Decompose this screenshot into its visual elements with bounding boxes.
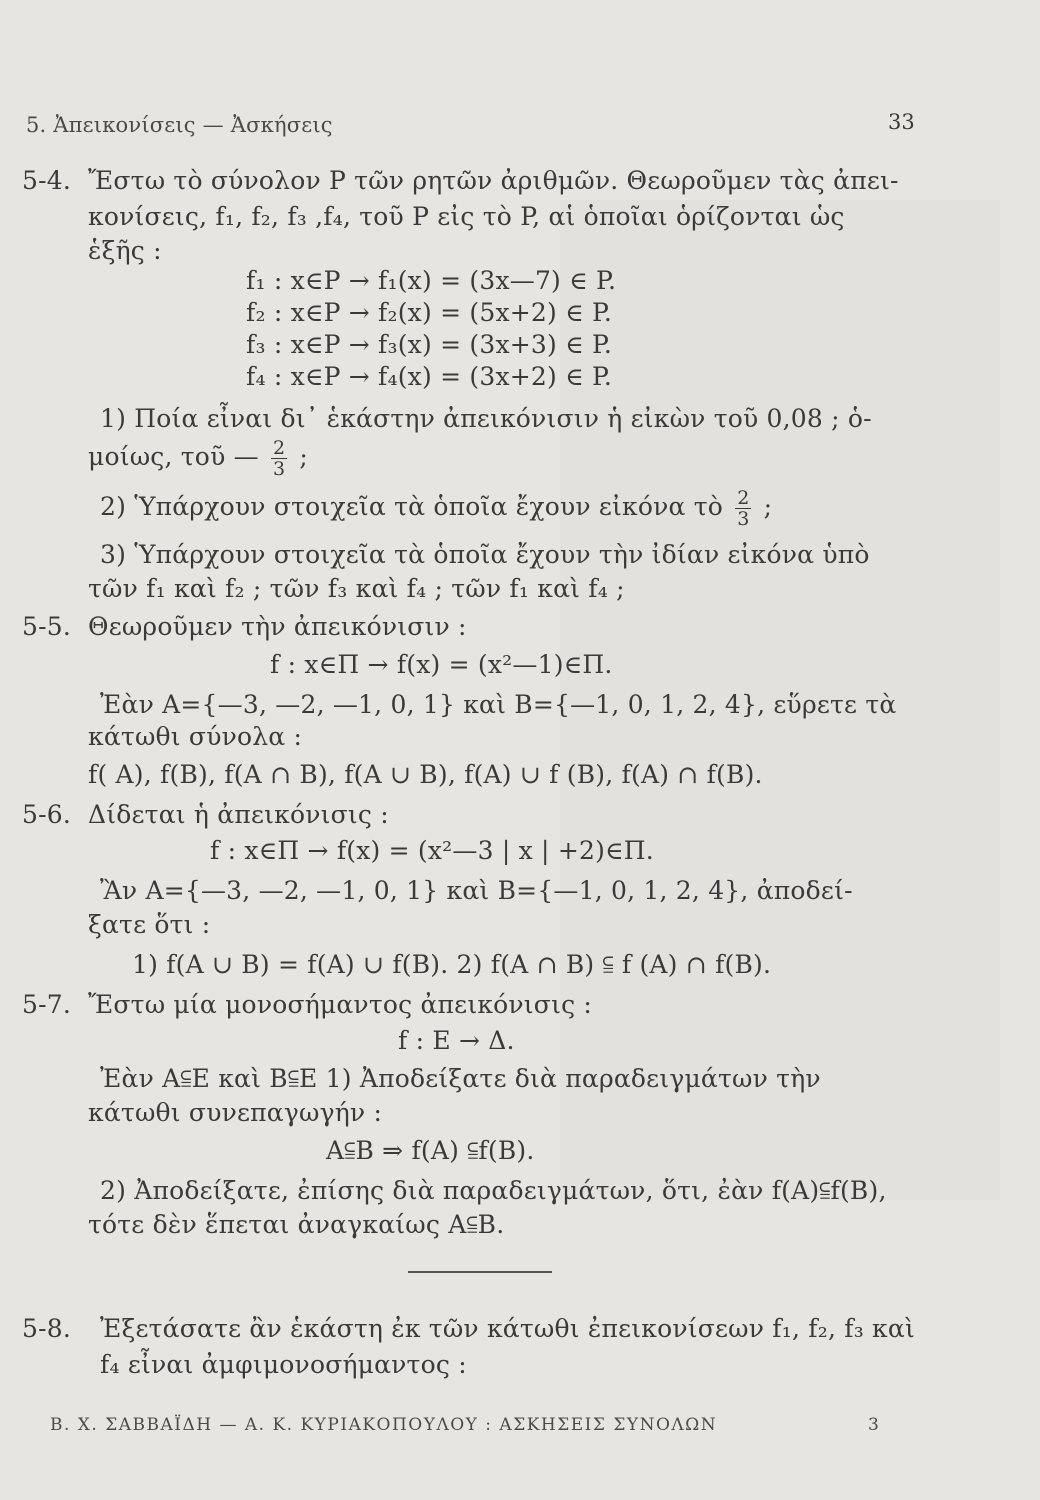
exercise-5-5-number: 5-5. bbox=[22, 612, 72, 641]
mapping-f4: f₄ : x∈P → f₄(x) = (3x+2) ∈ P. bbox=[246, 362, 613, 391]
exercise-5-6-line1: Δίδεται ἡ ἀπεικόνισις : bbox=[88, 800, 389, 829]
exercise-5-5-mapping: f : x∈Π → f(x) = (x²—1)∈Π. bbox=[270, 650, 613, 679]
exercise-5-6-line2: Ἂν A={—3, —2, —1, 0, 1} καὶ B={—1, 0, 1, 2, 4}, ἀποδεί- bbox=[100, 876, 853, 905]
question-1-line2 bbox=[88, 438, 308, 479]
section-divider bbox=[408, 1271, 552, 1273]
exercise-5-6-mapping: f : x∈Π → f(x) = (x²—3 | x | +2)∈Π. bbox=[210, 836, 654, 865]
question-1-end: ; bbox=[299, 442, 309, 471]
question-1-text: μοίως, τοῦ — bbox=[88, 442, 259, 471]
page-number: 33 bbox=[888, 110, 915, 134]
exercise-5-5-sets: f( A), f(B), f(A ∩ B), f(A ∪ B), f(A) ∪ f (B), f(A) ∩ f(B). bbox=[88, 760, 763, 789]
exercise-5-8-line2: f₄ εἶναι ἀμφιμονοσήμαντος : bbox=[100, 1350, 467, 1379]
footer-authors: Β. Χ. ΣΑΒΒΑΪΔΗ — Α. Κ. ΚΥΡΙΑΚΟΠΟΥΛΟΥ : ΑΣΚΗΣΕΙΣ ΣΥΝΟΛΩΝ bbox=[50, 1415, 718, 1435]
exercise-5-7-line1: Ἔστω μία μονοσήμαντος ἀπεικόνισις : bbox=[88, 990, 593, 1019]
exercise-5-7-number: 5-7. bbox=[22, 990, 72, 1019]
question-2-text: 2) Ὑπάρχουν στοιχεῖα τὰ ὁποῖα ἔχουν εἰκόνα τὸ bbox=[100, 492, 724, 521]
exercise-5-7-line3: κάτωθι συνεπαγωγήν : bbox=[88, 1098, 383, 1127]
exercise-5-5-line2: Ἐὰν A={—3, —2, —1, 0, 1} καὶ B={—1, 0, 1, 2, 4}, εὕρετε τὰ bbox=[100, 690, 897, 719]
mapping-f1: f₁ : x∈P → f₁(x) = (3x—7) ∈ P. bbox=[246, 266, 617, 295]
exercise-5-6-line3: ξατε ὅτι : bbox=[88, 910, 211, 939]
exercise-5-8-line1: Ἐξετάσατε ἂν ἑκάστη ἐκ τῶν κάτωθι ἐπεικονίσεων f₁, f₂, f₃ καὶ bbox=[100, 1314, 915, 1343]
fraction-numerator: 2 bbox=[272, 437, 286, 459]
exercise-5-4-line2: κονίσεις, f₁, f₂, f₃ ,f₄, τοῦ P εἰς τὸ P, αἱ ὁποῖαι ὁρίζονται ὡς bbox=[88, 202, 845, 231]
footer-signature: 3 bbox=[868, 1415, 881, 1435]
exercise-5-6-proofs: 1) f(A ∪ B) = f(A) ∪ f(B). 2) f(A ∩ B) ⫅ f (A) ∩ f(B). bbox=[132, 950, 772, 979]
question-3-line2: τῶν f₁ καὶ f₂ ; τῶν f₃ καὶ f₄ ; τῶν f₁ καὶ f₄ ; bbox=[88, 574, 625, 603]
exercise-5-7-mapping: f : E → Δ. bbox=[398, 1026, 515, 1055]
exercise-5-4-line3: ἑξῆς : bbox=[88, 236, 162, 265]
exercise-5-7-line5: τότε δὲν ἕπεται ἀναγκαίως A⫅B. bbox=[88, 1210, 505, 1239]
running-header: 5. Ἀπεικονίσεις — Ἀσκήσεις bbox=[26, 113, 333, 137]
exercise-5-5-line1: Θεωροῦμεν τὴν ἀπεικόνισιν : bbox=[88, 612, 467, 641]
question-2 bbox=[100, 488, 772, 529]
fraction-two-thirds bbox=[271, 438, 287, 479]
question-1-line1: 1) Ποία εἶναι δι᾽ ἑκάστην ἀπεικόνισιν ἡ εἰκὼν τοῦ 0,08 ; ὁ- bbox=[100, 404, 872, 433]
exercise-5-6-number: 5-6. bbox=[22, 800, 72, 829]
fraction-numerator: 2 bbox=[737, 487, 750, 509]
fraction-denominator: 3 bbox=[272, 458, 286, 480]
mapping-f3: f₃ : x∈P → f₃(x) = (3x+3) ∈ P. bbox=[246, 330, 613, 359]
exercise-5-7-implication: A⫅B ⇒ f(A) ⫅f(B). bbox=[326, 1136, 535, 1165]
exercise-5-5-line3: κάτωθι σύνολα : bbox=[88, 722, 303, 751]
exercise-5-8-number: 5-8. bbox=[22, 1314, 72, 1343]
exercise-5-4-line1: Ἔστω τὸ σύνολον P τῶν ρητῶν ἀριθμῶν. Θεωροῦμεν τὰς ἀπει- bbox=[88, 166, 899, 195]
exercise-5-4-number: 5-4. bbox=[22, 166, 72, 195]
exercise-5-7-line2: Ἐὰν A⫅E καὶ B⫅E 1) Ἀποδείξατε διὰ παραδειγμάτων τὴν bbox=[100, 1064, 821, 1093]
exercise-5-7-line4: 2) Ἀποδείξατε, ἐπίσης διὰ παραδειγμάτων, ὅτι, ἐὰν f(A)⫅f(B), bbox=[100, 1176, 887, 1205]
question-3-line1: 3) Ὑπάρχουν στοιχεῖα τὰ ὁποῖα ἔχουν τὴν ἰδίαν εἰκόνα ὑπὸ bbox=[100, 540, 870, 569]
mapping-f2: f₂ : x∈P → f₂(x) = (5x+2) ∈ P. bbox=[246, 298, 613, 327]
fraction-denominator: 3 bbox=[737, 508, 750, 530]
fraction-two-thirds bbox=[735, 488, 751, 529]
question-2-end: ; bbox=[763, 492, 773, 521]
